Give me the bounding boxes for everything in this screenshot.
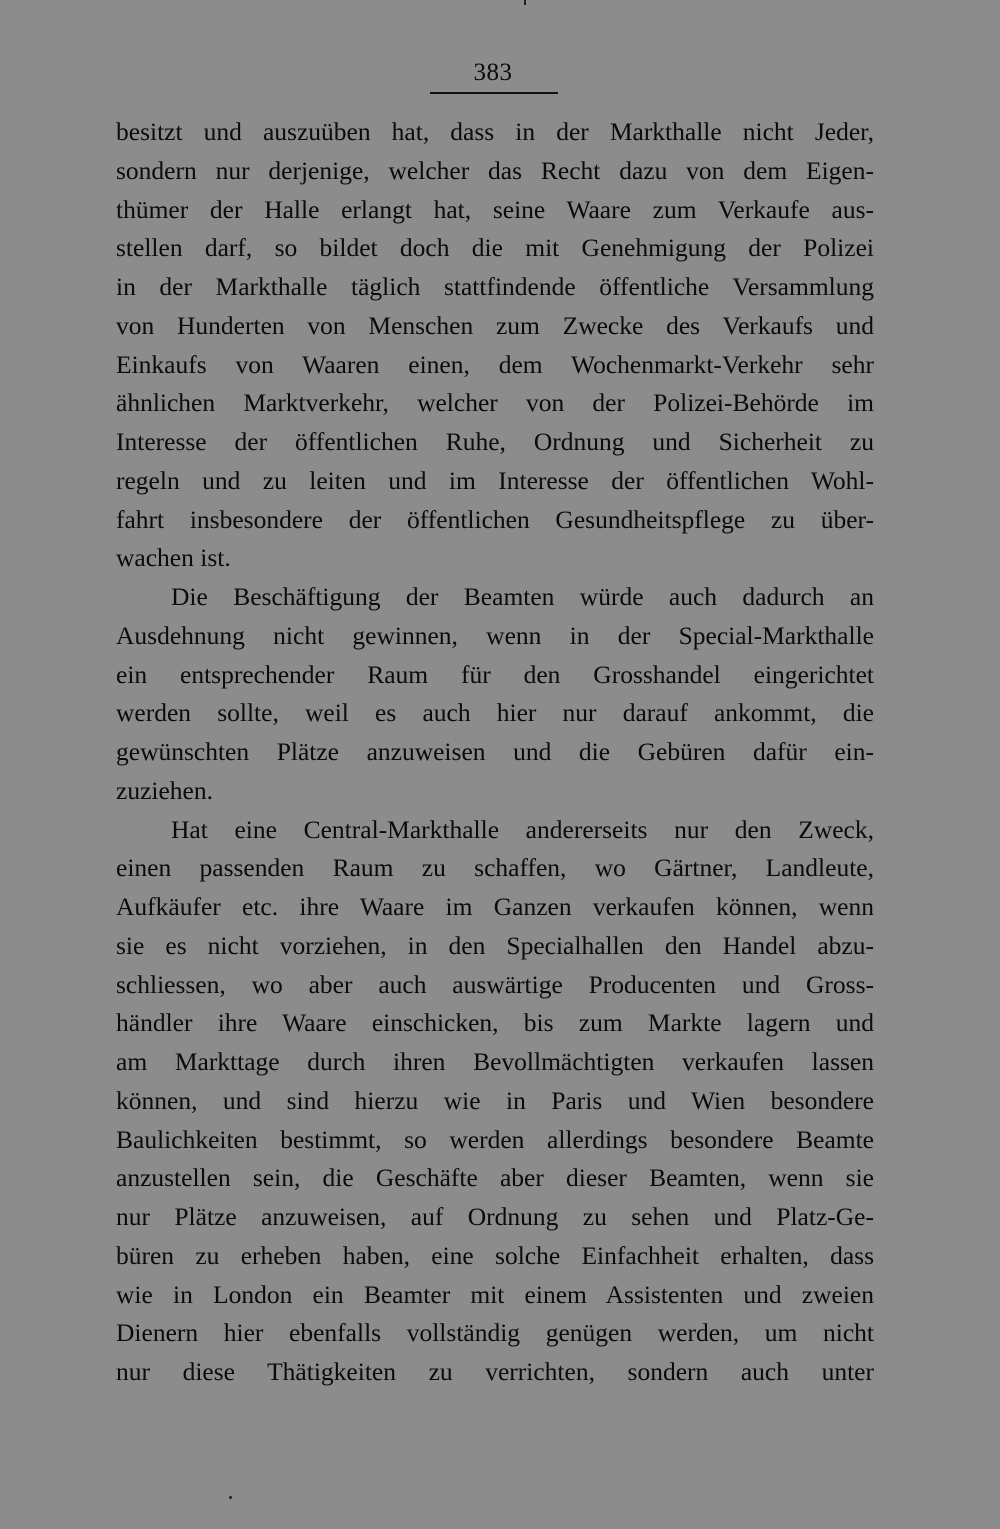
text-line: von Hunderten von Menschen zum Zwecke des Verkaufs und — [116, 310, 874, 340]
text-line: zuziehen. — [116, 775, 213, 805]
text-line: ein entsprechender Raum für den Grosshandel eingerichtet — [116, 659, 874, 689]
text-line: Interesse der öffentlichen Ruhe, Ordnung und Sicherheit zu — [116, 427, 874, 456]
page-number: 383 — [473, 59, 513, 86]
text-line: Einkaufs von Waaren einen, dem Wochenmarkt-Verkehr sehr — [116, 349, 874, 379]
text-line: Dienern hier ebenfalls vollständig genügen werden, um nicht — [116, 1318, 874, 1348]
text-line: händler ihre Waare einschicken, bis zum Markte lagern und — [116, 1008, 874, 1038]
text-line: Ausdehnung nicht gewinnen, wenn in der Special-Markthalle — [116, 620, 874, 650]
text-line: wie in London ein Beamter mit einem Assistenten und zweien — [116, 1279, 874, 1309]
text-line: anzustellen sein, die Geschäfte aber dieser Beamten, wenn sie — [116, 1163, 874, 1193]
print-speck — [229, 1496, 232, 1499]
text-line: ähnlichen Marktverkehr, welcher von der Polizei-Behörde im — [116, 388, 874, 418]
text-line: büren zu erheben haben, eine solche Einfachheit erhalten, dass — [116, 1240, 874, 1270]
body-text — [116, 113, 874, 1392]
print-speck — [524, 0, 526, 5]
page-number-rule — [430, 92, 558, 94]
text-line: nur Plätze anzuweisen, auf Ordnung zu sehen und Platz-Ge- — [116, 1202, 874, 1231]
text-line: fahrt insbesondere der öffentlichen Gesundheitspflege zu über- — [116, 504, 874, 534]
text-line: stellen darf, so bildet doch die mit Genehmigung der Polizei — [116, 233, 874, 263]
text-line: Baulichkeiten bestimmt, so werden allerdings besondere Beamte — [116, 1124, 874, 1154]
text-line: sie es nicht vorziehen, in den Specialhallen den Handel abzu- — [116, 930, 874, 960]
text-line: Die Beschäftigung der Beamten würde auch dadurch an — [171, 582, 874, 611]
text-line: Hat eine Central-Markthalle andererseits nur den Zweck, — [171, 814, 874, 844]
text-line: wachen ist. — [116, 543, 231, 573]
text-line: in der Markthalle täglich stattfindende öffentliche Versammlung — [116, 272, 874, 301]
text-line: regeln und zu leiten und im Interesse der öffentlichen Wohl- — [116, 465, 874, 495]
text-line: sondern nur derjenige, welcher das Recht dazu von dem Eigen- — [116, 155, 874, 185]
text-line: schliessen, wo aber auch auswärtige Producenten und Gross- — [116, 969, 874, 999]
text-line: gewünschten Plätze anzuweisen und die Gebüren dafür ein- — [116, 737, 874, 766]
text-line: nur diese Thätigkeiten zu verrichten, sondern auch unter — [116, 1357, 874, 1386]
text-line: am Markttage durch ihren Bevollmächtigten verkaufen lassen — [116, 1047, 874, 1076]
text-line: Aufkäufer etc. ihre Waare im Ganzen verkaufen können, wenn — [116, 892, 874, 921]
text-line: thümer der Halle erlangt hat, seine Waare zum Verkaufe aus- — [116, 194, 874, 224]
text-line: besitzt und auszuüben hat, dass in der Markthalle nicht Jeder, — [116, 117, 874, 146]
text-line: werden sollte, weil es auch hier nur darauf ankommt, die — [116, 698, 874, 728]
text-line: können, und sind hierzu wie in Paris und Wien besondere — [116, 1085, 874, 1115]
text-line: einen passenden Raum zu schaffen, wo Gärtner, Landleute, — [116, 853, 874, 883]
